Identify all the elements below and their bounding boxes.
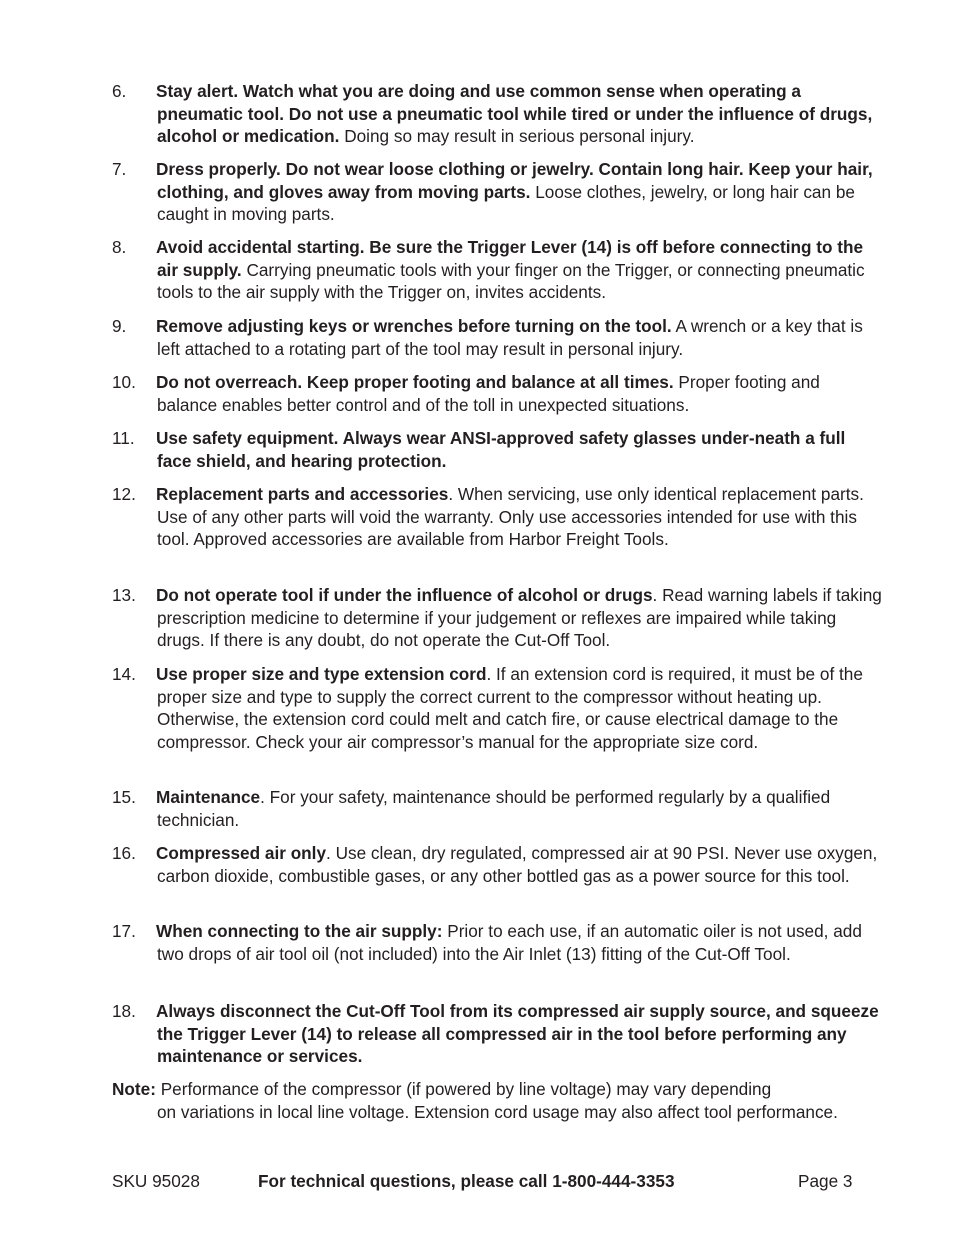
footer-phone: For technical questions, please call 1-800-444-3353 <box>258 1171 675 1191</box>
item-lead: Replacement parts and accessories <box>156 484 449 504</box>
item-lead: Do not overreach. Keep proper footing and balance at all times. <box>156 372 674 392</box>
note-label: Note: <box>112 1079 156 1099</box>
list-item <box>112 920 882 965</box>
item-number: 6. <box>112 81 127 101</box>
item-number: 12. <box>112 484 136 504</box>
list-item <box>112 80 882 148</box>
item-number: 18. <box>112 1001 136 1021</box>
list-item <box>112 663 882 753</box>
item-lead: Stay alert. Watch what you are doing and use common sense when operating a pneumatic tool. Do not use a pneumatic tool while tired or under the influence of drugs, alcohol or medication. <box>156 81 873 147</box>
item-body <box>157 584 882 652</box>
item-text: A wrench or a key that is left attached to a rotating part of the tool may result in personal injury. <box>157 316 863 359</box>
item-number: 11. <box>112 428 135 448</box>
item-lead: Use safety equipment. Always wear ANSI-approved safety glasses under-neath a full face shield, and hearing protection. <box>156 428 846 471</box>
item-number: 14. <box>112 664 136 684</box>
note-first-line: Performance of the compressor (if powered by line voltage) may vary depending <box>155 1079 772 1099</box>
item-lead: Maintenance <box>156 787 261 807</box>
item-number: 15. <box>112 787 136 807</box>
item-body <box>157 1000 882 1068</box>
note-rest: on variations in local line voltage. Extension cord usage may also affect tool performance. <box>157 1101 838 1122</box>
item-number: 7. <box>112 159 127 179</box>
list-item <box>112 483 882 551</box>
item-number: 9. <box>112 316 127 336</box>
note-block <box>112 1078 882 1123</box>
list-item <box>112 371 882 416</box>
item-lead: Remove adjusting keys or wrenches before turning on the tool. <box>156 316 672 336</box>
list-item <box>112 427 882 472</box>
footer-page-number: Page 3 <box>798 1171 853 1191</box>
list-item <box>112 584 882 652</box>
item-lead: Compressed air only <box>156 843 327 863</box>
item-text: . When servicing, use only identical replacement parts. Use of any other parts will void the warranty. Only use accessories intended for use with this tool. Approved accessories are available from Harbor Freight Tools. <box>157 484 864 550</box>
list-item <box>112 158 882 226</box>
item-body <box>157 427 882 472</box>
item-text: Doing so may result in serious personal injury. <box>339 126 695 147</box>
item-number: 17. <box>112 921 136 941</box>
item-body <box>157 371 882 416</box>
footer-sku: SKU 95028 <box>112 1171 200 1191</box>
item-body <box>157 158 882 226</box>
item-number: 10. <box>112 372 136 392</box>
item-text: Loose clothes, jewelry, or long hair can be caught in moving parts. <box>157 181 855 225</box>
item-text: . Read warning labels if taking prescription medicine to determine if your judgement or reflexes are impaired while taking drugs. If there is any doubt, do not operate the Cut-Off Tool. <box>157 585 882 651</box>
item-lead: Use proper size and type extension cord <box>156 664 487 684</box>
list-item <box>112 236 882 304</box>
list-item <box>112 786 882 831</box>
item-body <box>157 842 882 887</box>
item-lead: Avoid accidental starting. Be sure the Trigger Lever (14) is off before connecting to the air supply. <box>156 237 864 280</box>
item-text: Proper footing and balance enables better control and of the toll in unexpected situations. <box>157 372 820 415</box>
list-item <box>112 842 882 887</box>
item-number: 16. <box>112 843 136 863</box>
item-text: . For your safety, maintenance should be performed regularly by a qualified technician. <box>157 787 831 830</box>
item-number: 8. <box>112 237 127 257</box>
list-item <box>112 315 882 360</box>
item-body <box>157 920 882 965</box>
item-lead: Do not operate tool if under the influence of alcohol or drugs <box>156 585 653 605</box>
item-text: . Use clean, dry regulated, compressed air at 90 PSI. Never use oxygen, carbon dioxide, combustible gases, or any other bottled gas as a power source for this tool. <box>157 843 878 886</box>
item-body <box>157 236 882 304</box>
item-body <box>157 80 882 148</box>
item-lead: Dress properly. Do not wear loose clothing or jewelry. Contain long hair. Keep your hair, clothing, and gloves away from moving parts. <box>156 159 873 202</box>
item-body <box>157 663 882 753</box>
item-text: Prior to each use, if an automatic oiler is not used, add two drops of air tool oil (not included) into the Air Inlet (13) fitting of the Cut-Off Tool. <box>157 921 862 964</box>
item-number: 13. <box>112 585 136 605</box>
item-text: Carrying pneumatic tools with your finger on the Trigger, or connecting pneumatic tools to the air supply with the Trigger on, invites accidents. <box>157 259 865 303</box>
item-body <box>157 315 882 360</box>
item-lead: Always disconnect the Cut-Off Tool from its compressed air supply source, and squeeze the Trigger Lever (14) to release all compressed air in the tool before performing any maintenance or services. <box>156 1001 879 1067</box>
item-body <box>157 786 882 831</box>
item-text: . If an extension cord is required, it must be of the proper size and type to supply the correct current to the compressor without heating up. Otherwise, the extension cord could melt and catch fire, or cause electrical damage to the compressor. Check your air compressor’s manual for the appropriate size cord. <box>157 664 863 752</box>
item-body <box>157 483 882 551</box>
item-lead: When connecting to the air supply: <box>156 921 443 941</box>
list-item <box>112 1000 882 1068</box>
